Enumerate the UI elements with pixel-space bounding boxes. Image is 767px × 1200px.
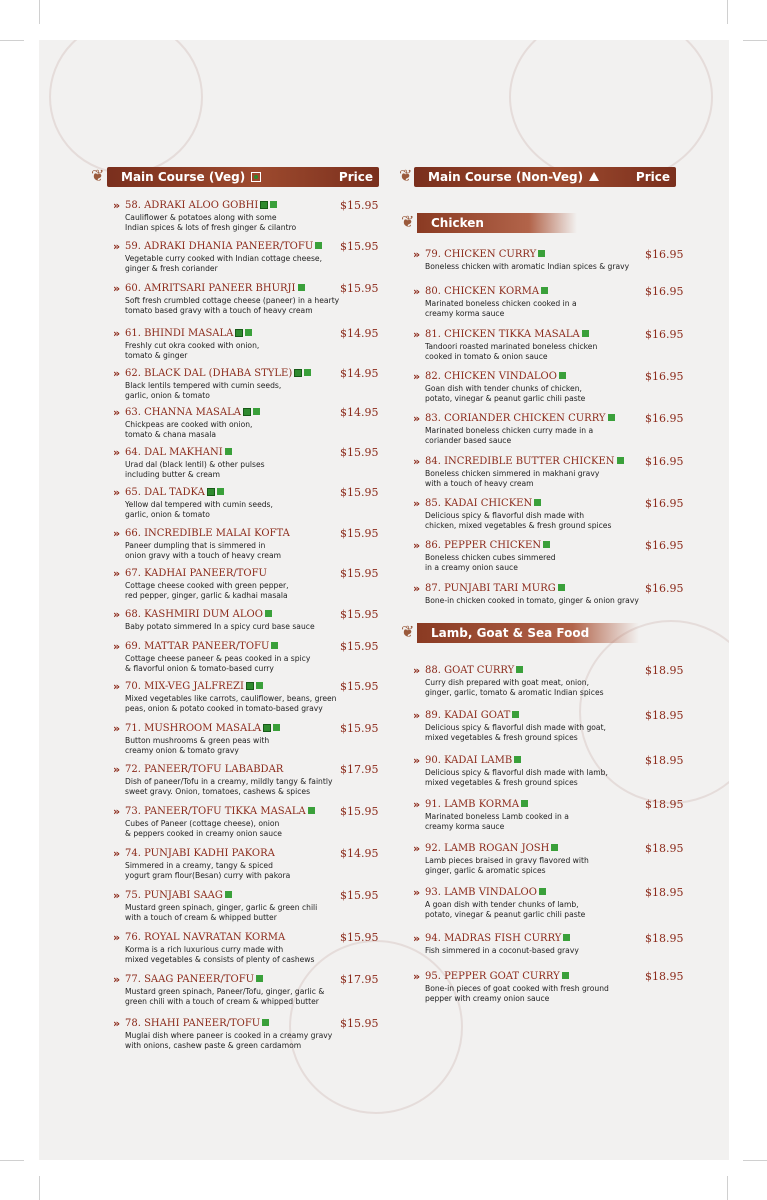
gluten-free-icon <box>608 414 615 421</box>
gluten-free-icon <box>562 972 569 979</box>
item-price: $14.95 <box>340 327 379 340</box>
item-name <box>125 973 263 987</box>
arrow-icon: » <box>113 847 121 860</box>
nonveg-symbol-icon <box>589 172 599 181</box>
arrow-icon: » <box>413 412 421 425</box>
item-name <box>125 847 275 861</box>
item-name-text: 74. PUNJABI KADHI PAKORA <box>125 848 275 859</box>
item-name <box>125 446 232 460</box>
vegan-icon <box>243 408 251 416</box>
item-name <box>125 282 305 296</box>
item-name <box>425 886 546 900</box>
item-description: Cauliflower & potatoes along with some Indian spices & lots of fresh ginger & cilantro <box>125 213 297 232</box>
item-name-text: 87. PUNJABI TARI MURG <box>425 583 556 594</box>
item-description: Delicious spicy & flavorful dish made with goat, mixed vegetables & fresh ground spices <box>425 723 606 742</box>
item-name <box>425 932 570 946</box>
menu-item-71-mushroom-masala <box>113 722 390 760</box>
menu-item-88-goat-curry <box>413 664 695 702</box>
crop-mark <box>0 40 24 41</box>
menu-item-72-paneer-tofu-lababdar <box>113 763 390 801</box>
item-price: $15.95 <box>340 722 379 735</box>
veg-header <box>107 167 379 187</box>
item-name <box>425 709 519 723</box>
item-name-text: 68. KASHMIRI DUM ALOO <box>125 609 263 620</box>
arrow-icon: » <box>413 455 421 468</box>
gluten-free-icon <box>539 888 546 895</box>
menu-item-65-dal-tadka <box>113 486 390 524</box>
item-name-text: 78. SHAHI PANEER/TOFU <box>125 1018 261 1029</box>
gluten-free-icon <box>512 711 519 718</box>
item-description: Paneer dumpling that is simmered in onion gravy with a touch of heavy cream <box>125 541 281 560</box>
item-name-text: 67. KADHAI PANEER/TOFU <box>125 568 267 579</box>
item-description: Marinated boneless chicken curry made in a coriander based sauce <box>425 426 594 445</box>
item-price: $14.95 <box>340 406 379 419</box>
item-description: Mixed vegetables like carrots, cauliflower, beans, green peas, onion & potato cooked in tomato-based gravy <box>125 694 337 713</box>
item-description: Boneless chicken simmered in makhani gravy with a touch of heavy cream <box>425 469 600 488</box>
gluten-free-icon <box>256 682 263 689</box>
gluten-free-icon <box>521 800 528 807</box>
item-name-text: 66. INCREDIBLE MALAI KOFTA <box>125 528 290 539</box>
flourish-icon: ❦ <box>91 166 105 185</box>
item-description: Urad dal (black lentil) & other pulses including butter & cream <box>125 460 265 479</box>
flourish-icon: ❦ <box>399 166 413 185</box>
item-price: $18.95 <box>645 970 684 983</box>
item-price: $16.95 <box>645 412 684 425</box>
arrow-icon: » <box>413 932 421 945</box>
item-name <box>125 805 315 819</box>
item-description: Fish simmered in a coconut-based gravy <box>425 946 579 955</box>
item-description: Goan dish with tender chunks of chicken, potato, vinegar & peanut garlic chili paste <box>425 384 586 403</box>
gluten-free-icon <box>315 242 322 249</box>
item-price: $18.95 <box>645 842 684 855</box>
item-name-text: 77. SAAG PANEER/TOFU <box>125 974 255 985</box>
item-price: $16.95 <box>645 248 684 261</box>
item-description: Mustard green spinach, Paneer/Tofu, ginger, garlic & green chili with a touch of cream & whipped butter <box>125 987 325 1006</box>
gluten-free-icon <box>514 756 521 763</box>
vegan-icon <box>246 682 254 690</box>
item-name <box>425 328 589 342</box>
floral-decoration <box>509 40 713 184</box>
gluten-free-icon <box>256 975 263 982</box>
item-price: $15.95 <box>340 486 379 499</box>
item-name <box>125 680 263 694</box>
item-description: Boneless chicken cubes simmered in a creamy onion sauce <box>425 553 556 572</box>
item-name-text: 89. KADAI GOAT <box>425 710 511 721</box>
veg-title: Main Course (Veg) <box>121 170 246 184</box>
arrow-icon: » <box>113 931 121 944</box>
item-name-text: 61. BHINDI MASALA <box>125 328 234 339</box>
item-name <box>425 539 550 553</box>
arrow-icon: » <box>413 842 421 855</box>
item-name-text: 85. KADAI CHICKEN <box>425 498 533 509</box>
gluten-free-icon <box>538 250 545 257</box>
menu-item-89-kadai-goat <box>413 709 695 747</box>
item-name-text: 63. CHANNA MASALA <box>125 407 241 418</box>
item-price: $18.95 <box>645 932 684 945</box>
item-name-text: 95. PEPPER GOAT CURRY <box>425 971 560 982</box>
item-name <box>425 455 624 469</box>
item-price: $15.95 <box>340 240 379 253</box>
gluten-free-icon <box>225 448 232 455</box>
arrow-icon: » <box>113 889 121 902</box>
arrow-icon: » <box>113 527 121 540</box>
arrow-icon: » <box>113 805 121 818</box>
arrow-icon: » <box>413 248 421 261</box>
item-description: Muglai dish where paneer is cooked in a creamy gravy with onions, cashew paste & green cardamom <box>125 1031 333 1050</box>
item-name-text: 92. LAMB ROGAN JOSH <box>425 843 550 854</box>
item-name-text: 76. ROYAL NAVRATAN KORMA <box>125 932 286 943</box>
item-description: Cubes of Paneer (cottage cheese), onion & peppers cooked in creamy onion sauce <box>125 819 282 838</box>
item-description: Button mushrooms & green peas with creamy onion & tomato gravy <box>125 736 270 755</box>
menu-item-58-adraki-aloo-gobhi <box>113 199 390 237</box>
item-name-text: 81. CHICKEN TIKKA MASALA <box>425 329 580 340</box>
arrow-icon: » <box>413 664 421 677</box>
item-name-text: 69. MATTAR PANEER/TOFU <box>125 641 270 652</box>
item-description: Curry dish prepared with goat meat, onion, ginger, garlic, tomato & aromatic Indian spices <box>425 678 604 697</box>
vegan-icon <box>294 369 302 377</box>
arrow-icon: » <box>113 327 121 340</box>
item-name <box>125 608 272 622</box>
item-name <box>125 889 232 903</box>
menu-item-90-kadai-lamb <box>413 754 695 792</box>
item-description: Yellow dal tempered with cumin seeds, garlic, onion & tomato <box>125 500 273 519</box>
chicken-section-header: Chicken <box>417 213 577 233</box>
menu-item-81-chicken-tikka-masala <box>413 328 695 366</box>
item-name-text: 94. MADRAS FISH CURRY <box>425 933 562 944</box>
item-description: Black lentils tempered with cumin seeds, garlic, onion & tomato <box>125 381 282 400</box>
item-price: $18.95 <box>645 709 684 722</box>
item-name-text: 64. DAL MAKHANI <box>125 447 223 458</box>
item-price: $17.95 <box>340 763 379 776</box>
crop-mark <box>743 40 767 41</box>
gluten-free-icon <box>225 891 232 898</box>
item-price: $16.95 <box>645 539 684 552</box>
item-name-text: 82. CHICKEN VINDALOO <box>425 371 557 382</box>
item-price: $16.95 <box>645 455 684 468</box>
gluten-free-icon <box>304 369 311 376</box>
menu-item-64-dal-makhani <box>113 446 390 484</box>
item-name <box>425 664 523 678</box>
menu-item-82-chicken-vindaloo <box>413 370 695 408</box>
item-name-text: 91. LAMB KORMA <box>425 799 520 810</box>
crop-mark <box>39 0 40 24</box>
item-name <box>125 722 280 736</box>
item-description: Baby potato simmered In a spicy curd base sauce <box>125 622 315 631</box>
veg-symbol-icon <box>251 172 261 182</box>
arrow-icon: » <box>413 497 421 510</box>
gluten-free-icon <box>541 287 548 294</box>
menu-item-66-incredible-malai-kofta <box>113 527 390 565</box>
item-name-text: 70. MIX-VEG JALFREZI <box>125 681 244 692</box>
nonveg-title: Main Course (Non-Veg) <box>428 170 584 184</box>
menu-item-87-punjabi-tari-murg <box>413 582 695 620</box>
item-price: $15.95 <box>340 1017 379 1030</box>
gluten-free-icon <box>217 488 224 495</box>
item-price: $14.95 <box>340 847 379 860</box>
item-price: $15.95 <box>340 889 379 902</box>
gluten-free-icon <box>559 372 566 379</box>
menu-item-95-pepper-goat-curry <box>413 970 695 1008</box>
item-name <box>125 240 322 254</box>
menu-page <box>39 40 729 1160</box>
vegan-icon <box>260 201 268 209</box>
gluten-free-icon <box>563 934 570 941</box>
crop-mark <box>0 1160 24 1161</box>
item-name <box>425 285 548 299</box>
menu-item-63-channa-masala <box>113 406 390 444</box>
menu-item-61-bhindi-masala <box>113 327 390 365</box>
item-name-text: 88. GOAT CURRY <box>425 665 515 676</box>
arrow-icon: » <box>113 240 121 253</box>
item-name <box>125 486 224 500</box>
item-name <box>425 798 528 812</box>
item-price: $15.95 <box>340 567 379 580</box>
arrow-icon: » <box>413 328 421 341</box>
arrow-icon: » <box>113 680 121 693</box>
menu-item-78-shahi-paneer-tofu <box>113 1017 390 1055</box>
item-description: Bone-in chicken cooked in tomato, ginger & onion gravy <box>425 596 639 605</box>
item-description: Cottage cheese paneer & peas cooked in a spicy & flavorful onion & tomato-based curry <box>125 654 311 673</box>
arrow-icon: » <box>113 486 121 499</box>
gluten-free-icon <box>271 642 278 649</box>
item-description: Boneless chicken with aromatic Indian spices & gravy <box>425 262 630 271</box>
item-price: $15.95 <box>340 680 379 693</box>
item-name <box>125 567 267 581</box>
item-name-text: 79. CHICKEN CURRY <box>425 249 537 260</box>
gluten-free-icon <box>308 807 315 814</box>
vegan-icon <box>207 488 215 496</box>
item-name <box>125 527 290 541</box>
item-description: A goan dish with tender chunks of lamb, potato, vinegar & peanut garlic chili paste <box>425 900 586 919</box>
menu-item-67-kadhai-paneer-tofu <box>113 567 390 605</box>
menu-item-92-lamb-rogan-josh <box>413 842 695 880</box>
menu-item-93-lamb-vindaloo <box>413 886 695 924</box>
menu-item-94-madras-fish-curry <box>413 932 695 970</box>
arrow-icon: » <box>413 754 421 767</box>
veg-price-label: Price <box>338 170 373 184</box>
item-name-text: 75. PUNJABI SAAG <box>125 890 223 901</box>
arrow-icon: » <box>113 763 121 776</box>
arrow-icon: » <box>113 367 121 380</box>
nonveg-header <box>414 167 676 187</box>
arrow-icon: » <box>413 285 421 298</box>
gluten-free-icon <box>534 499 541 506</box>
crop-mark <box>727 0 728 24</box>
gluten-free-icon <box>253 408 260 415</box>
gluten-free-icon <box>265 610 272 617</box>
arrow-icon: » <box>113 282 121 295</box>
gluten-free-icon <box>617 457 624 464</box>
item-description: Korma is a rich luxurious curry made with mixed vegetables & consists of plenty of cashews <box>125 945 315 964</box>
lamb-section-header: Lamb, Goat & Sea Food <box>417 623 639 643</box>
item-description: Dish of paneer/Tofu in a creamy, mildly tangy & faintly sweet gravy. Onion, tomatoes, cashews & spices <box>125 777 333 796</box>
flourish-icon: ❦ <box>401 212 415 231</box>
item-name <box>425 497 541 511</box>
gluten-free-icon <box>273 724 280 731</box>
item-description: Cottage cheese cooked with green pepper, red pepper, ginger, garlic & kadhai masala <box>125 581 289 600</box>
item-price: $18.95 <box>645 886 684 899</box>
item-name <box>125 931 285 945</box>
item-name <box>425 754 521 768</box>
arrow-icon: » <box>413 539 421 552</box>
menu-item-69-mattar-paneer-tofu <box>113 640 390 678</box>
item-name <box>425 370 566 384</box>
menu-item-80-chicken-korma <box>413 285 695 323</box>
menu-item-70-mix-veg-jalfrezi <box>113 680 390 718</box>
item-price: $15.95 <box>340 931 379 944</box>
menu-item-74-punjabi-kadhi-pakora <box>113 847 390 885</box>
item-description: Mustard green spinach, ginger, garlic & green chili with a touch of cream & whipped butter <box>125 903 318 922</box>
gluten-free-icon <box>298 284 305 291</box>
menu-item-62-black-dal-dhaba-style <box>113 367 390 405</box>
item-name <box>125 406 260 420</box>
gluten-free-icon <box>558 584 565 591</box>
item-description: Delicious spicy & flavorful dish made with lamb, mixed vegetables & fresh ground spices <box>425 768 608 787</box>
arrow-icon: » <box>413 886 421 899</box>
item-name-text: 83. CORIANDER CHICKEN CURRY <box>425 413 606 424</box>
item-name-text: 86. PEPPER CHICKEN <box>425 540 542 551</box>
item-price: $15.95 <box>340 199 379 212</box>
item-name <box>425 582 565 596</box>
gluten-free-icon <box>262 1019 269 1026</box>
item-price: $18.95 <box>645 798 684 811</box>
item-price: $18.95 <box>645 664 684 677</box>
menu-item-84-incredible-butter-chicken <box>413 455 695 493</box>
item-name-text: 59. ADRAKI DHANIA PANEER/TOFU <box>125 241 314 252</box>
menu-item-73-paneer-tofu-tikka-masala <box>113 805 390 843</box>
item-description: Delicious spicy & flavorful dish made with chicken, mixed vegetables & fresh ground spices <box>425 511 612 530</box>
item-name-text: 93. LAMB VINDALOO <box>425 887 537 898</box>
item-price: $16.95 <box>645 370 684 383</box>
item-name <box>125 640 278 654</box>
item-description: Lamb pieces braised in gravy flavored with ginger, garlic & aromatic spices <box>425 856 589 875</box>
arrow-icon: » <box>113 640 121 653</box>
vegan-icon <box>235 329 243 337</box>
arrow-icon: » <box>113 973 121 986</box>
item-name-text: 62. BLACK DAL (DHABA STYLE) <box>125 368 293 379</box>
gluten-free-icon <box>245 329 252 336</box>
menu-item-75-punjabi-saag <box>113 889 390 927</box>
flourish-icon: ❦ <box>401 622 415 641</box>
menu-item-59-adraki-dhania-paneer-tofu <box>113 240 390 278</box>
item-name-text: 84. INCREDIBLE BUTTER CHICKEN <box>425 456 615 467</box>
menu-item-60-amritsari-paneer-bhurji <box>113 282 390 320</box>
item-description: Tandoori roasted marinated boneless chicken cooked in tomato & onion sauce <box>425 342 598 361</box>
item-price: $16.95 <box>645 285 684 298</box>
item-name-text: 58. ADRAKI ALOO GOBHI <box>125 200 259 211</box>
arrow-icon: » <box>113 608 121 621</box>
crop-mark <box>727 1176 728 1200</box>
arrow-icon: » <box>413 709 421 722</box>
item-name-text: 65. DAL TADKA <box>125 487 205 498</box>
item-name-text: 71. MUSHROOM MASALA <box>125 723 262 734</box>
item-name <box>125 763 283 777</box>
item-price: $15.95 <box>340 640 379 653</box>
item-name-text: 60. AMRITSARI PANEER BHURJI <box>125 283 296 294</box>
item-name <box>125 199 277 213</box>
menu-item-86-pepper-chicken <box>413 539 695 577</box>
menu-item-79-chicken-curry <box>413 248 695 286</box>
item-name <box>125 367 311 381</box>
item-price: $16.95 <box>645 497 684 510</box>
item-description: Simmered in a creamy, tangy & spiced yogurt gram flour(Besan) curry with pakora <box>125 861 291 880</box>
item-name-text: 90. KADAI LAMB <box>425 755 513 766</box>
item-price: $15.95 <box>340 608 379 621</box>
crop-mark <box>39 1176 40 1200</box>
arrow-icon: » <box>113 567 121 580</box>
item-description: Freshly cut okra cooked with onion, tomato & ginger <box>125 341 260 360</box>
gluten-free-icon <box>551 844 558 851</box>
floral-decoration <box>49 40 203 174</box>
item-price: $17.95 <box>340 973 379 986</box>
item-name <box>125 327 252 341</box>
item-name <box>125 1017 269 1031</box>
menu-item-76-royal-navratan-korma <box>113 931 390 969</box>
menu-item-85-kadai-chicken <box>413 497 695 535</box>
item-description: Marinated boneless Lamb cooked in a creamy korma sauce <box>425 812 569 831</box>
arrow-icon: » <box>413 582 421 595</box>
arrow-icon: » <box>113 446 121 459</box>
menu-item-77-saag-paneer-tofu <box>113 973 390 1011</box>
item-name <box>425 248 545 262</box>
arrow-icon: » <box>413 970 421 983</box>
menu-item-91-lamb-korma <box>413 798 695 836</box>
gluten-free-icon <box>582 330 589 337</box>
menu-item-83-coriander-chicken-curry <box>413 412 695 450</box>
item-price: $15.95 <box>340 282 379 295</box>
item-price: $18.95 <box>645 754 684 767</box>
gluten-free-icon <box>516 666 523 673</box>
arrow-icon: » <box>113 1017 121 1030</box>
item-name-text: 73. PANEER/TOFU TIKKA MASALA <box>125 806 306 817</box>
item-price: $15.95 <box>340 805 379 818</box>
item-name <box>425 970 569 984</box>
item-name <box>425 412 615 426</box>
item-description: Vegetable curry cooked with Indian cottage cheese, ginger & fresh coriander <box>125 254 323 273</box>
item-description: Marinated boneless chicken cooked in a creamy korma sauce <box>425 299 577 318</box>
vegan-icon <box>263 724 271 732</box>
item-price: $15.95 <box>340 446 379 459</box>
arrow-icon: » <box>113 199 121 212</box>
item-price: $14.95 <box>340 367 379 380</box>
arrow-icon: » <box>113 406 121 419</box>
arrow-icon: » <box>413 798 421 811</box>
item-description: Soft fresh crumbled cottage cheese (paneer) in a hearty tomato based gravy with a touch of heavy cream <box>125 296 340 315</box>
item-description: Bone-in pieces of goat cooked with fresh ground pepper with creamy onion sauce <box>425 984 609 1003</box>
item-name-text: 72. PANEER/TOFU LABABDAR <box>125 764 284 775</box>
arrow-icon: » <box>113 722 121 735</box>
gluten-free-icon <box>543 541 550 548</box>
crop-mark <box>743 1160 767 1161</box>
item-description: Chickpeas are cooked with onion, tomato & chana masala <box>125 420 253 439</box>
item-price: $15.95 <box>340 527 379 540</box>
nonveg-price-label: Price <box>635 170 670 184</box>
arrow-icon: » <box>413 370 421 383</box>
item-price: $16.95 <box>645 328 684 341</box>
item-price: $16.95 <box>645 582 684 595</box>
gluten-free-icon <box>270 201 277 208</box>
item-name-text: 80. CHICKEN KORMA <box>425 286 540 297</box>
item-name <box>425 842 558 856</box>
